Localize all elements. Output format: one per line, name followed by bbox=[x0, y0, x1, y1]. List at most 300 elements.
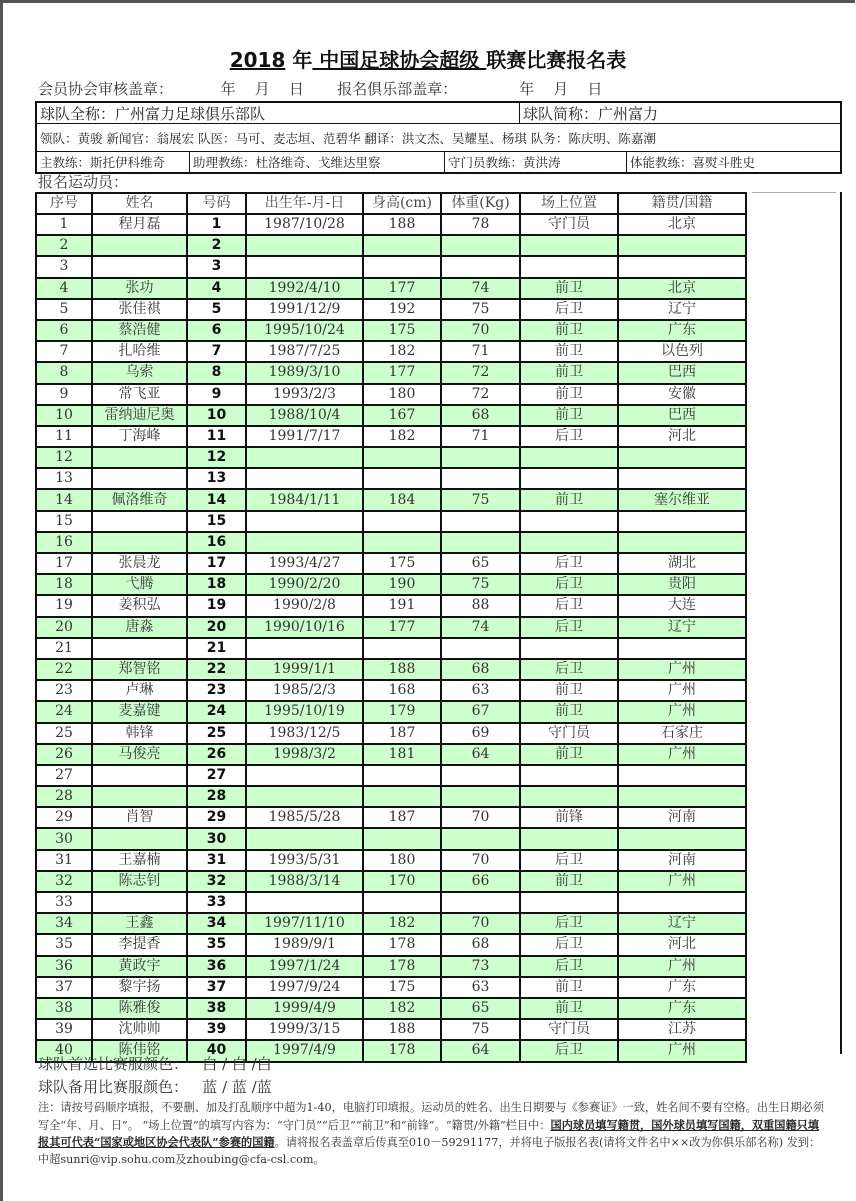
weight: 75 bbox=[441, 299, 520, 320]
player-name: 乌索 bbox=[92, 362, 187, 383]
birthdate: 1999/1/1 bbox=[246, 659, 363, 680]
table-row bbox=[36, 723, 746, 744]
row-index: 37 bbox=[36, 977, 92, 998]
weight: 63 bbox=[441, 680, 520, 701]
shirt-number: 33 bbox=[187, 892, 246, 913]
table-row bbox=[36, 384, 746, 405]
weight: 71 bbox=[441, 341, 520, 362]
height: 179 bbox=[363, 701, 441, 722]
height bbox=[363, 468, 441, 489]
table-row bbox=[36, 362, 746, 383]
birthdate bbox=[246, 786, 363, 807]
origin: 湖北 bbox=[618, 553, 746, 574]
weight: 88 bbox=[441, 595, 520, 616]
origin: 河南 bbox=[618, 850, 746, 871]
position bbox=[520, 638, 618, 659]
shirt-number: 26 bbox=[187, 744, 246, 765]
shirt-number: 16 bbox=[187, 532, 246, 553]
header-weight: 体重(Kg) bbox=[441, 193, 520, 214]
origin bbox=[618, 468, 746, 489]
shirt-number: 36 bbox=[187, 956, 246, 977]
row-index: 17 bbox=[36, 553, 92, 574]
player-name: 郑智铭 bbox=[92, 659, 187, 680]
height: 182 bbox=[363, 426, 441, 447]
header-number: 号码 bbox=[187, 193, 246, 214]
weight: 64 bbox=[441, 1040, 520, 1061]
title-year-suffix: 年 bbox=[285, 48, 313, 72]
height bbox=[363, 235, 441, 256]
home-kit-colors: 球队首选比赛服颜色： 白 / 白 /白 bbox=[38, 1055, 272, 1073]
row-index: 8 bbox=[36, 362, 92, 383]
origin bbox=[618, 828, 746, 849]
origin: 辽宁 bbox=[618, 913, 746, 934]
birthdate: 1995/10/24 bbox=[246, 320, 363, 341]
row-index: 30 bbox=[36, 828, 92, 849]
origin: 广东 bbox=[618, 320, 746, 341]
player-name: 张晨龙 bbox=[92, 553, 187, 574]
weight: 71 bbox=[441, 426, 520, 447]
player-name: 蔡浩健 bbox=[92, 320, 187, 341]
height: 180 bbox=[363, 384, 441, 405]
height: 177 bbox=[363, 617, 441, 638]
birthdate: 1997/9/24 bbox=[246, 977, 363, 998]
height bbox=[363, 638, 441, 659]
shirt-number: 18 bbox=[187, 574, 246, 595]
height bbox=[363, 892, 441, 913]
table-row bbox=[36, 1019, 746, 1040]
weight bbox=[441, 638, 520, 659]
height: 175 bbox=[363, 320, 441, 341]
row-index: 24 bbox=[36, 701, 92, 722]
origin bbox=[618, 638, 746, 659]
header-birthdate: 出生年-月-日 bbox=[246, 193, 363, 214]
height bbox=[363, 447, 441, 468]
position: 守门员 bbox=[520, 723, 618, 744]
player-name: 韩锋 bbox=[92, 723, 187, 744]
row-index: 3 bbox=[36, 256, 92, 277]
origin: 江苏 bbox=[618, 1019, 746, 1040]
head-coach: 主教练：斯托伊科维奇 bbox=[37, 152, 190, 172]
position: 前卫 bbox=[520, 341, 618, 362]
height: 168 bbox=[363, 680, 441, 701]
birthdate: 1997/1/24 bbox=[246, 956, 363, 977]
instructions-note bbox=[38, 1100, 828, 1168]
origin: 贵阳 bbox=[618, 574, 746, 595]
weight: 75 bbox=[441, 489, 520, 510]
birthdate: 1999/3/15 bbox=[246, 1019, 363, 1040]
position bbox=[520, 468, 618, 489]
origin bbox=[618, 511, 746, 532]
player-name: 陈伟铭 bbox=[92, 1040, 187, 1061]
player-name: 沈帅帅 bbox=[92, 1019, 187, 1040]
header-name: 姓名 bbox=[92, 193, 187, 214]
position bbox=[520, 786, 618, 807]
birthdate: 1998/3/2 bbox=[246, 744, 363, 765]
birthdate: 1988/10/4 bbox=[246, 405, 363, 426]
table-row bbox=[36, 214, 746, 235]
table-row bbox=[36, 913, 746, 934]
position: 后卫 bbox=[520, 617, 618, 638]
position: 守门员 bbox=[520, 1019, 618, 1040]
shirt-number: 5 bbox=[187, 299, 246, 320]
weight: 68 bbox=[441, 934, 520, 955]
height: 182 bbox=[363, 998, 441, 1019]
row-index: 20 bbox=[36, 617, 92, 638]
table-row bbox=[36, 744, 746, 765]
player-name: 程月磊 bbox=[92, 214, 187, 235]
birthdate: 1995/10/19 bbox=[246, 701, 363, 722]
row-index: 23 bbox=[36, 680, 92, 701]
height: 175 bbox=[363, 977, 441, 998]
roster-body bbox=[36, 214, 746, 1062]
title-rest: 联赛比赛报名表 bbox=[486, 48, 627, 72]
height: 178 bbox=[363, 956, 441, 977]
team-full-name: 球队全称：广州富力足球俱乐部队 bbox=[37, 103, 520, 123]
height: 191 bbox=[363, 595, 441, 616]
page-title bbox=[0, 44, 856, 73]
position: 前卫 bbox=[520, 362, 618, 383]
row-index: 38 bbox=[36, 998, 92, 1019]
origin: 广州 bbox=[618, 701, 746, 722]
position bbox=[520, 447, 618, 468]
row-index: 22 bbox=[36, 659, 92, 680]
team-short-name: 球队简称：广州富力 bbox=[523, 104, 659, 123]
origin: 辽宁 bbox=[618, 617, 746, 638]
position: 前卫 bbox=[520, 405, 618, 426]
birthdate bbox=[246, 765, 363, 786]
height: 190 bbox=[363, 574, 441, 595]
table-row bbox=[36, 426, 746, 447]
birthdate bbox=[246, 828, 363, 849]
player-name: 肖智 bbox=[92, 807, 187, 828]
weight: 65 bbox=[441, 998, 520, 1019]
shirt-number: 10 bbox=[187, 405, 246, 426]
shirt-number: 2 bbox=[187, 235, 246, 256]
shirt-number: 38 bbox=[187, 998, 246, 1019]
table-row bbox=[36, 299, 746, 320]
shirt-number: 23 bbox=[187, 680, 246, 701]
origin bbox=[618, 892, 746, 913]
height: 187 bbox=[363, 807, 441, 828]
weight bbox=[441, 765, 520, 786]
origin bbox=[618, 532, 746, 553]
staff-list: 领队：黄骏 新闻官：翁展宏 队医：马可、麦志垣、范碧华 翻译：洪文杰、吴耀星、杨琪 队务：陈庆明、陈嘉潮 bbox=[40, 130, 656, 146]
birthdate: 1992/4/10 bbox=[246, 278, 363, 299]
origin: 广东 bbox=[618, 998, 746, 1019]
position: 后卫 bbox=[520, 553, 618, 574]
origin: 巴西 bbox=[618, 362, 746, 383]
height: 182 bbox=[363, 341, 441, 362]
player-name: 陈雅俊 bbox=[92, 998, 187, 1019]
birthdate: 1985/5/28 bbox=[246, 807, 363, 828]
position bbox=[520, 765, 618, 786]
table-row bbox=[36, 511, 746, 532]
origin: 大连 bbox=[618, 595, 746, 616]
player-name bbox=[92, 638, 187, 659]
table-row bbox=[36, 765, 746, 786]
roster-table bbox=[35, 192, 747, 1063]
birthdate: 1983/12/5 bbox=[246, 723, 363, 744]
position: 后卫 bbox=[520, 913, 618, 934]
player-name bbox=[92, 256, 187, 277]
position: 守门员 bbox=[520, 214, 618, 235]
stamp-line: 会员协会审核盖章： 年 月 日 报名俱乐部盖章： 年 月 日 bbox=[38, 80, 603, 98]
birthdate: 1997/4/9 bbox=[246, 1040, 363, 1061]
position: 后卫 bbox=[520, 426, 618, 447]
player-name: 扎哈维 bbox=[92, 341, 187, 362]
weight bbox=[441, 235, 520, 256]
birthdate bbox=[246, 447, 363, 468]
row-index: 7 bbox=[36, 341, 92, 362]
shirt-number: 11 bbox=[187, 426, 246, 447]
weight: 70 bbox=[441, 320, 520, 341]
origin: 广东 bbox=[618, 977, 746, 998]
shirt-number: 29 bbox=[187, 807, 246, 828]
birthdate: 1985/2/3 bbox=[246, 680, 363, 701]
player-name: 雷纳迪尼奥 bbox=[92, 405, 187, 426]
position bbox=[520, 256, 618, 277]
origin: 广州 bbox=[618, 744, 746, 765]
shirt-number: 28 bbox=[187, 786, 246, 807]
shirt-number: 32 bbox=[187, 871, 246, 892]
origin: 广州 bbox=[618, 680, 746, 701]
shirt-number: 8 bbox=[187, 362, 246, 383]
origin: 石家庄 bbox=[618, 723, 746, 744]
shirt-number: 15 bbox=[187, 511, 246, 532]
row-index: 4 bbox=[36, 278, 92, 299]
player-name: 麦嘉键 bbox=[92, 701, 187, 722]
weight bbox=[441, 256, 520, 277]
height: 188 bbox=[363, 1019, 441, 1040]
position: 前卫 bbox=[520, 278, 618, 299]
weight: 72 bbox=[441, 362, 520, 383]
table-row bbox=[36, 892, 746, 913]
origin bbox=[618, 256, 746, 277]
shirt-number: 39 bbox=[187, 1019, 246, 1040]
row-index: 39 bbox=[36, 1019, 92, 1040]
birthdate: 1993/5/31 bbox=[246, 850, 363, 871]
birthdate bbox=[246, 638, 363, 659]
shirt-number: 19 bbox=[187, 595, 246, 616]
shirt-number: 7 bbox=[187, 341, 246, 362]
position: 后卫 bbox=[520, 659, 618, 680]
team-info-box bbox=[35, 101, 842, 174]
weight: 73 bbox=[441, 956, 520, 977]
weight: 70 bbox=[441, 850, 520, 871]
position: 后卫 bbox=[520, 595, 618, 616]
table-row bbox=[36, 278, 746, 299]
origin: 广州 bbox=[618, 659, 746, 680]
table-row bbox=[36, 828, 746, 849]
origin: 河北 bbox=[618, 934, 746, 955]
shirt-number: 30 bbox=[187, 828, 246, 849]
weight: 68 bbox=[441, 659, 520, 680]
row-index: 1 bbox=[36, 214, 92, 235]
table-header-row bbox=[36, 193, 746, 214]
origin: 广州 bbox=[618, 871, 746, 892]
weight: 65 bbox=[441, 553, 520, 574]
header-height: 身高(cm) bbox=[363, 193, 441, 214]
origin: 广州 bbox=[618, 1040, 746, 1061]
table-row bbox=[36, 447, 746, 468]
weight: 64 bbox=[441, 744, 520, 765]
position: 后卫 bbox=[520, 850, 618, 871]
row-index: 31 bbox=[36, 850, 92, 871]
player-name: 黎宇扬 bbox=[92, 977, 187, 998]
birthdate: 1991/7/17 bbox=[246, 426, 363, 447]
height: 187 bbox=[363, 723, 441, 744]
position: 前卫 bbox=[520, 489, 618, 510]
table-row bbox=[36, 786, 746, 807]
table-row bbox=[36, 532, 746, 553]
away-kit-colors: 球队备用比赛服颜色： 蓝 / 蓝 /蓝 bbox=[38, 1078, 272, 1096]
table-row bbox=[36, 701, 746, 722]
header-origin: 籍贯/国籍 bbox=[618, 193, 746, 214]
height: 167 bbox=[363, 405, 441, 426]
birthdate: 1988/3/14 bbox=[246, 871, 363, 892]
weight: 70 bbox=[441, 913, 520, 934]
height: 178 bbox=[363, 934, 441, 955]
player-name: 卢琳 bbox=[92, 680, 187, 701]
title-league: 中国足球协会超级 bbox=[312, 48, 487, 72]
height bbox=[363, 765, 441, 786]
height bbox=[363, 256, 441, 277]
table-row bbox=[36, 998, 746, 1019]
weight: 78 bbox=[441, 214, 520, 235]
player-name bbox=[92, 447, 187, 468]
origin bbox=[618, 447, 746, 468]
weight: 67 bbox=[441, 701, 520, 722]
weight: 70 bbox=[441, 807, 520, 828]
birthdate bbox=[246, 256, 363, 277]
weight: 63 bbox=[441, 977, 520, 998]
position: 后卫 bbox=[520, 1040, 618, 1061]
note-bold: 国内球员填写籍贯，国外球员填写国籍，双重国籍只填报其可代表“国家或地区协会代表队”参赛的国籍 bbox=[38, 1117, 820, 1149]
player-name bbox=[92, 532, 187, 553]
height: 175 bbox=[363, 553, 441, 574]
shirt-number: 34 bbox=[187, 913, 246, 934]
origin: 塞尔维亚 bbox=[618, 489, 746, 510]
player-name: 张佳祺 bbox=[92, 299, 187, 320]
position bbox=[520, 511, 618, 532]
position: 前卫 bbox=[520, 977, 618, 998]
title-year: 2018 bbox=[229, 48, 286, 72]
player-name: 李提香 bbox=[92, 934, 187, 955]
origin: 安徽 bbox=[618, 384, 746, 405]
row-index: 26 bbox=[36, 744, 92, 765]
staff-row bbox=[37, 124, 840, 152]
row-index: 10 bbox=[36, 405, 92, 426]
shirt-number: 21 bbox=[187, 638, 246, 659]
row-index: 2 bbox=[36, 235, 92, 256]
shirt-number: 31 bbox=[187, 850, 246, 871]
row-index: 33 bbox=[36, 892, 92, 913]
origin bbox=[618, 235, 746, 256]
position: 前卫 bbox=[520, 384, 618, 405]
weight: 68 bbox=[441, 405, 520, 426]
shirt-number: 1 bbox=[187, 214, 246, 235]
origin bbox=[618, 765, 746, 786]
weight: 74 bbox=[441, 278, 520, 299]
player-name: 黄政宇 bbox=[92, 956, 187, 977]
shirt-number: 22 bbox=[187, 659, 246, 680]
height: 178 bbox=[363, 1040, 441, 1061]
table-row bbox=[36, 956, 746, 977]
origin bbox=[618, 786, 746, 807]
birthdate: 1984/1/11 bbox=[246, 489, 363, 510]
player-name bbox=[92, 235, 187, 256]
birthdate bbox=[246, 511, 363, 532]
table-row bbox=[36, 807, 746, 828]
table-row bbox=[36, 871, 746, 892]
row-index: 11 bbox=[36, 426, 92, 447]
birthdate: 1989/9/1 bbox=[246, 934, 363, 955]
height: 188 bbox=[363, 659, 441, 680]
height: 170 bbox=[363, 871, 441, 892]
row-index: 18 bbox=[36, 574, 92, 595]
table-row bbox=[36, 595, 746, 616]
player-name: 唐淼 bbox=[92, 617, 187, 638]
weight bbox=[441, 532, 520, 553]
weight bbox=[441, 468, 520, 489]
height bbox=[363, 511, 441, 532]
origin: 河南 bbox=[618, 807, 746, 828]
coaches-row bbox=[37, 152, 840, 172]
position: 后卫 bbox=[520, 299, 618, 320]
note-part2: 。请将报名表盖章后传真至010－59291177，并将电子版报名表(请将文件名中××改为你俱乐部名称) 发到：中超sunri@vip.sohu.com及zhoubing@cfa-csl.com。 bbox=[38, 1136, 821, 1166]
player-name: 王嘉楠 bbox=[92, 850, 187, 871]
player-name: 张功 bbox=[92, 278, 187, 299]
height bbox=[363, 786, 441, 807]
birthdate: 1989/3/10 bbox=[246, 362, 363, 383]
team-name-row bbox=[37, 103, 840, 124]
shirt-number: 27 bbox=[187, 765, 246, 786]
height: 188 bbox=[363, 214, 441, 235]
birthdate: 1987/7/25 bbox=[246, 341, 363, 362]
row-index: 5 bbox=[36, 299, 92, 320]
shirt-number: 9 bbox=[187, 384, 246, 405]
table-row bbox=[36, 320, 746, 341]
position bbox=[520, 828, 618, 849]
birthdate bbox=[246, 235, 363, 256]
height: 177 bbox=[363, 362, 441, 383]
table-row bbox=[36, 574, 746, 595]
weight: 72 bbox=[441, 384, 520, 405]
origin: 以色列 bbox=[618, 341, 746, 362]
player-name bbox=[92, 828, 187, 849]
shirt-number: 40 bbox=[187, 1040, 246, 1061]
player-name: 常飞亚 bbox=[92, 384, 187, 405]
birthdate: 1987/10/28 bbox=[246, 214, 363, 235]
position bbox=[520, 532, 618, 553]
row-index: 15 bbox=[36, 511, 92, 532]
row-index: 13 bbox=[36, 468, 92, 489]
player-name: 姜积弘 bbox=[92, 595, 187, 616]
position bbox=[520, 892, 618, 913]
position: 前锋 bbox=[520, 807, 618, 828]
birthdate: 1993/4/27 bbox=[246, 553, 363, 574]
position: 前卫 bbox=[520, 744, 618, 765]
weight bbox=[441, 447, 520, 468]
weight bbox=[441, 828, 520, 849]
table-row bbox=[36, 341, 746, 362]
position: 前卫 bbox=[520, 320, 618, 341]
shirt-number: 3 bbox=[187, 256, 246, 277]
player-name: 弋腾 bbox=[92, 574, 187, 595]
position: 后卫 bbox=[520, 574, 618, 595]
weight: 66 bbox=[441, 871, 520, 892]
table-row bbox=[36, 468, 746, 489]
